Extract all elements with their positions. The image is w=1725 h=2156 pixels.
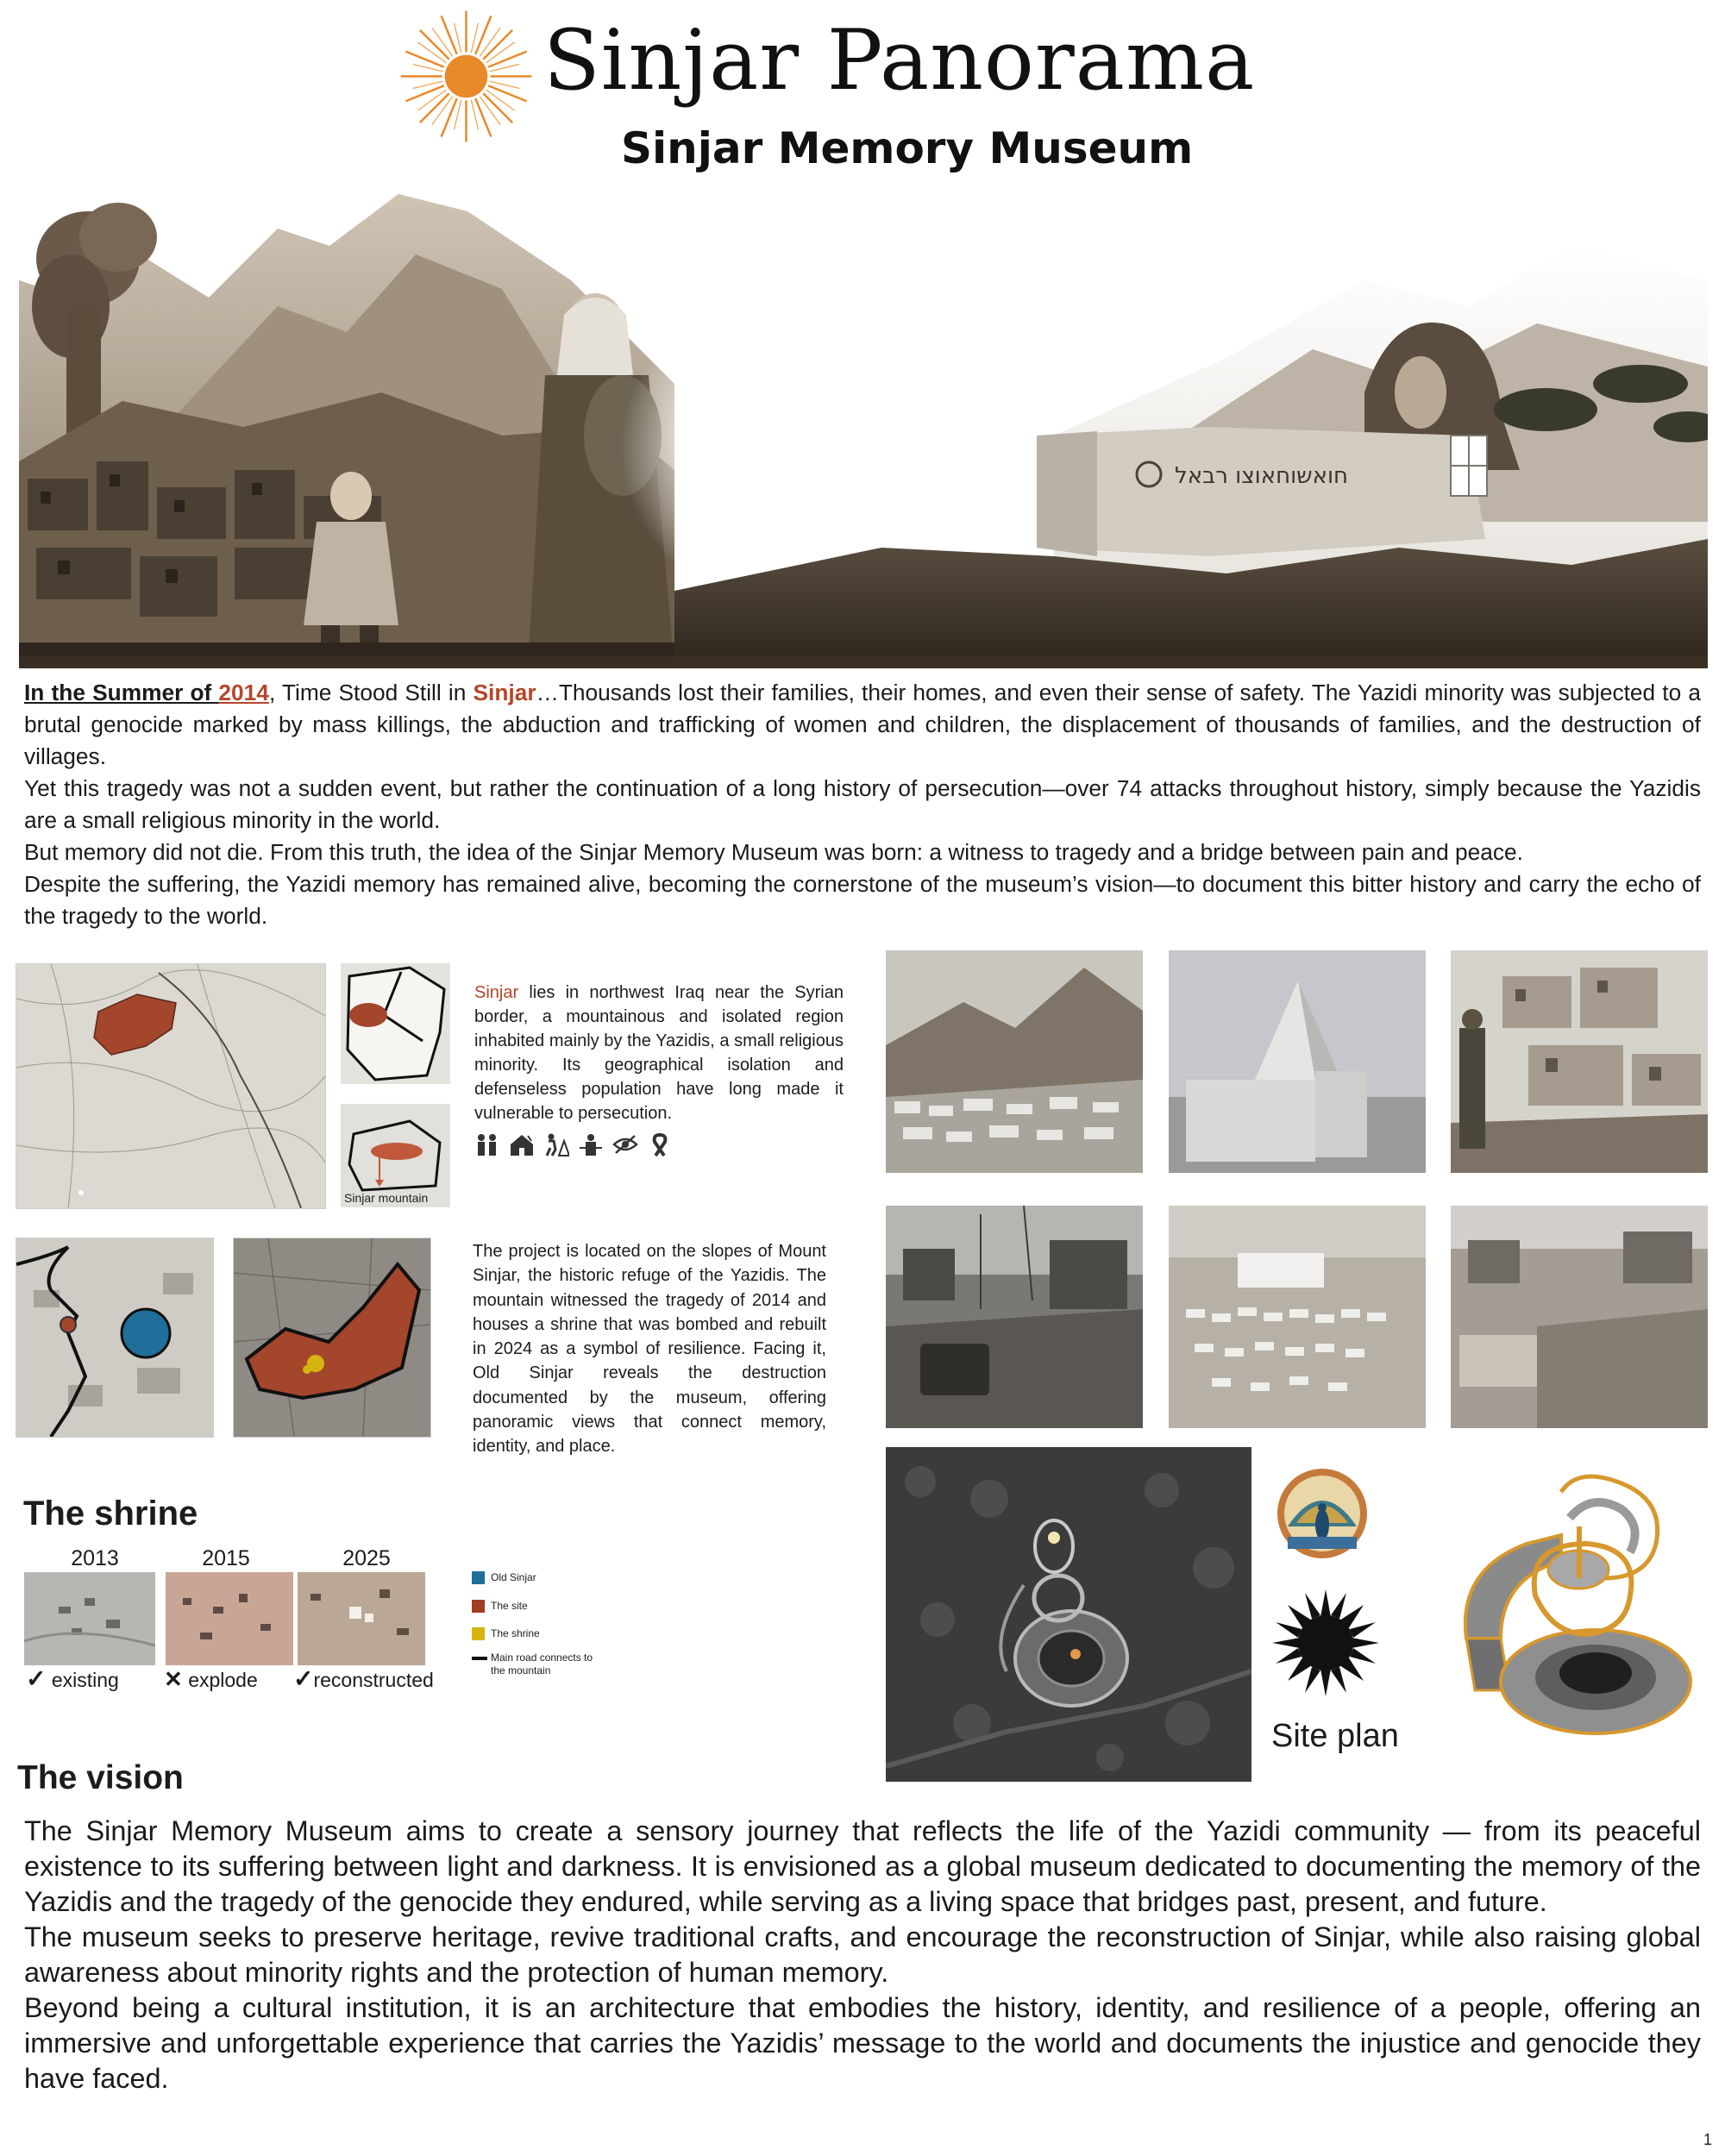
legend-swatch: [472, 1600, 485, 1613]
destroyed-house-icon: [509, 1132, 535, 1156]
destroyed-street-photo: [886, 1206, 1143, 1428]
persecution-icons: [474, 1132, 681, 1158]
check-icon: ✓: [293, 1665, 314, 1692]
intro-year: 2014: [218, 680, 269, 705]
vision-paragraph-2: The museum seeks to preserve heritage, revive traditional crafts, and encourage the reconstruction of Sinjar, while also raising global awareness about minority rights and the protection of human memory.: [24, 1921, 1701, 1988]
mountain-label: Sinjar mountain: [344, 1191, 429, 1205]
location-place: Sinjar: [474, 983, 519, 1002]
peacock-emblem: [1275, 1466, 1370, 1561]
shrine-photo-2025: [298, 1572, 425, 1665]
intro-paragraph-1: [24, 677, 1701, 773]
shrine-status-2015: [164, 1666, 258, 1693]
shrine-photo-2015: [166, 1572, 293, 1665]
hero-panorama: [19, 177, 1708, 668]
shrine-photo-2013: [24, 1572, 155, 1665]
intro-rest: …Thousands lost their families, their homes, and even their sense of safety. The Yazidi minority was subjected to a brutal genocide marked by mass killings, the abduction and trafficking of women and children, the displacement of thousands of families, and the destruction of villages.: [24, 680, 1701, 769]
site-plan-label: Site plan: [1271, 1718, 1399, 1754]
cross-icon: ✕: [164, 1666, 183, 1692]
location-body: lies in northwest Iraq near the Syrian border, a mountainous and isolated region inhabited mainly by the Yazidis, a small religious minority. Its geographical isolation and defenseless population have long made it vulnerable to persecution.: [474, 983, 844, 1123]
legend-label: Old Sinjar: [491, 1571, 536, 1583]
camp-photo: [886, 950, 1143, 1173]
vision-text: [24, 1814, 1701, 2096]
rubble-photo: [1451, 1206, 1708, 1428]
hidden-eye-icon: [612, 1132, 638, 1156]
ribbon-icon: [647, 1132, 673, 1156]
vision-paragraph-1: The Sinjar Memory Museum aims to create a sensory journey that reflects the life of the Yazidi community — from its peaceful existence to its suffering between light and darkness. It is envisioned as a global museum dedicated to documenting the memory of the Yazidis and the tragedy of the genocide they endured, while serving as a living space that bridges past, present, and future.: [24, 1815, 1701, 1917]
status-label: explode: [188, 1669, 258, 1691]
sun-icon: [395, 5, 537, 147]
black-sun-emblem: [1270, 1587, 1382, 1699]
legend-swatch: [472, 1657, 487, 1660]
intro-paragraph-2: Yet this tragedy was not a sudden event, but rather the continuation of a long history of persecution—over 74 attacks throughout history, simply because the Yazidis are a small religious minority in the world.: [24, 775, 1701, 833]
legend-swatch: [472, 1571, 485, 1584]
graves-photo: [1169, 1206, 1426, 1428]
intro-paragraph-4: Despite the suffering, the Yazidi memory has remained alive, becoming the cornerstone of the museum’s vision—to document this bitter history and carry the echo of the tragedy to the world.: [24, 871, 1701, 929]
shrine-year-2015: 2015: [202, 1546, 250, 1570]
status-label: existing: [51, 1669, 119, 1691]
legend-label: The site: [491, 1600, 528, 1612]
check-icon: ✓: [26, 1665, 47, 1692]
legend-label: Main road connects to the mountain: [491, 1651, 593, 1677]
ruins-soldier-photo: [1451, 950, 1708, 1173]
wall-inscription: חואשוחאוצו רבאל: [1175, 463, 1349, 489]
status-label: reconstructed: [313, 1669, 434, 1691]
intro-lead: In the Summer of: [24, 680, 219, 705]
iraq-map: [16, 963, 326, 1209]
shrine-heading: The shrine: [23, 1495, 198, 1532]
site-satellite-map: [233, 1238, 431, 1438]
project-text: The project is located on the slopes of Mount Sinjar, the historic refuge of the Yazidis. The mountain witnessed the tragedy of 2014 and houses a shrine that was bombed and rebuilt in 2024 as a symbol of resilience. Facing it, Old Sinjar reveals the destruction documented by the museum, offering panoramic views that connect memory, identity, and place.: [473, 1242, 826, 1457]
legend-label: The shrine: [491, 1627, 540, 1639]
intro-place: Sinjar: [473, 680, 536, 705]
page-title: Sinjar Panorama: [543, 12, 1256, 109]
sinjar-mountain-map: [341, 1104, 450, 1207]
shrine-photo: [1169, 950, 1426, 1173]
page-subtitle: Sinjar Memory Museum: [621, 123, 1194, 173]
shrine-status-2025: [293, 1666, 434, 1693]
intro-text: [24, 677, 1701, 932]
intro-paragraph-3: But memory did not die. From this truth, the idea of the Sinjar Memory Museum was born: a witness to tragedy and a bridge between pain and peace.: [24, 839, 1523, 865]
captive-icon: [578, 1132, 604, 1156]
page-number: 1: [1703, 2131, 1713, 2148]
shrine-status-2013: [26, 1666, 119, 1693]
vision-heading: The vision: [17, 1759, 184, 1796]
museum-axonometric: [1432, 1466, 1708, 1751]
panorama-collage: [19, 177, 1708, 668]
map-legend: [472, 1571, 610, 1683]
legend-swatch: [472, 1627, 485, 1640]
shrine-year-2013: 2013: [71, 1546, 119, 1570]
vision-paragraph-3: Beyond being a cultural institution, it is an architecture that embodies the history, identity, and resilience of a people, offering an immersive and unforgettable experience that carries the Yazidis’ message to the world and documents the injustice and genocide they have faced.: [24, 1992, 1701, 2094]
district-map: [341, 963, 450, 1084]
old-sinjar-map: [16, 1238, 214, 1438]
displacement-icon: [543, 1132, 569, 1156]
family-icon: [474, 1132, 500, 1156]
shrine-year-2025: 2025: [342, 1546, 391, 1570]
site-plan-aerial: [886, 1447, 1251, 1782]
location-text: [474, 981, 844, 1125]
intro-mid: , Time Stood Still in: [268, 680, 474, 705]
